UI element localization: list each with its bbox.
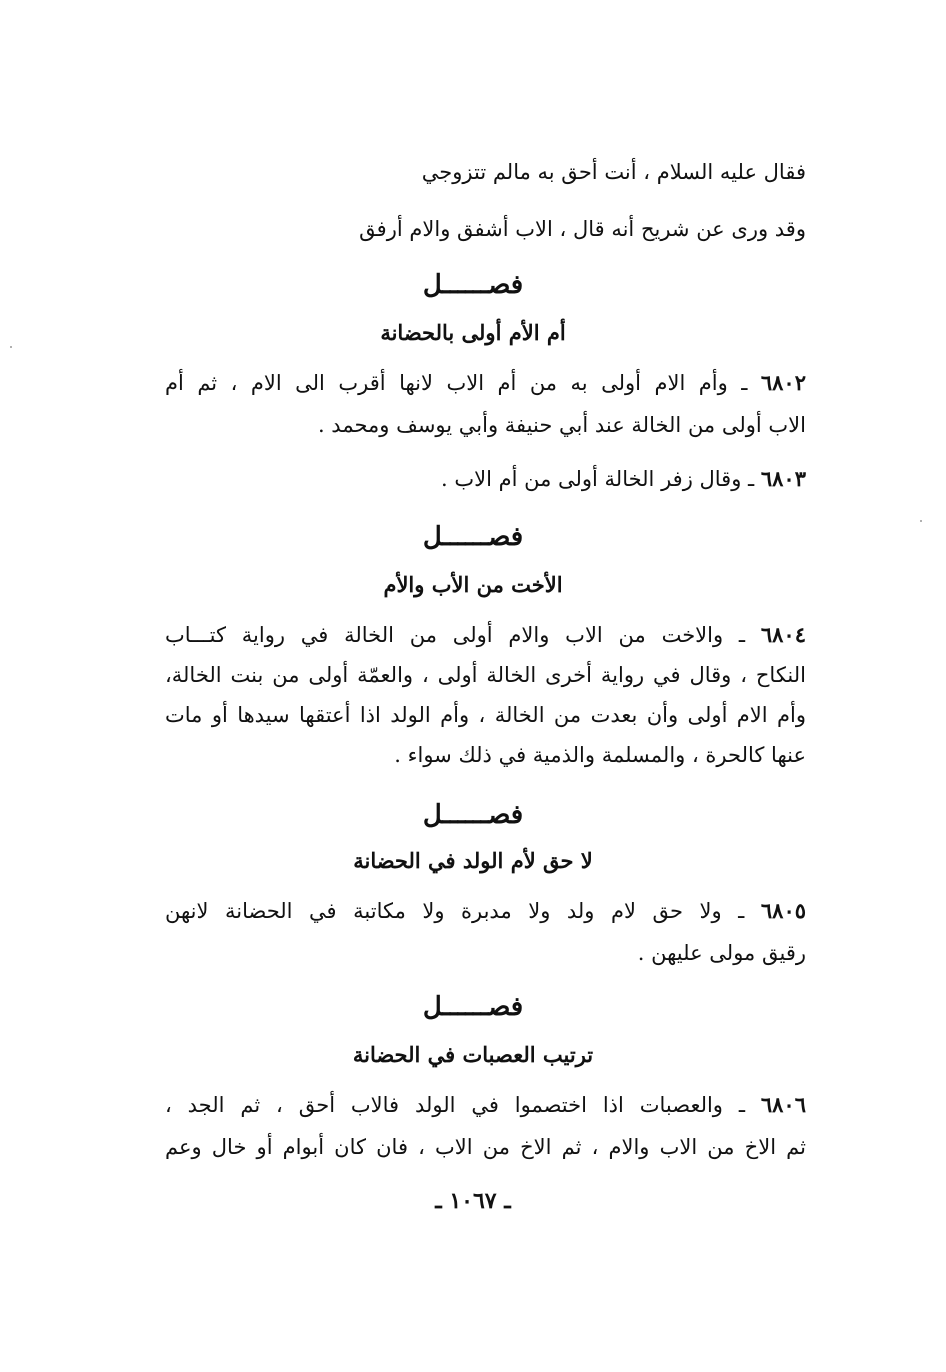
intro-line-2: وقد ورى عن شريح أنه قال ، الاب أشفق والام أرفق <box>359 217 806 241</box>
section-fasl-title: فصــــــل <box>422 270 524 300</box>
section-fasl-title: فصــــــل <box>422 522 524 552</box>
section-heading: ترتيب العصبات في الحضانة <box>352 1042 594 1067</box>
scan-speck <box>10 346 12 348</box>
paragraph-number: ٦٨٠٤ <box>760 622 806 647</box>
paragraph-line <box>165 896 806 926</box>
paragraph-line <box>165 1090 806 1120</box>
paragraph-number: ٦٨٠٢ <box>760 370 806 395</box>
paragraph-line <box>165 620 806 650</box>
paragraph-text: ـ ولا حق لام ولد ولا مدبرة ولا مكاتبة في الحضانة لانهن <box>165 899 745 923</box>
paragraph-number: ٦٨٠٦ <box>760 1092 806 1117</box>
paragraph-line: رقيق مولى عليهن . <box>637 941 806 965</box>
paragraph-line: النكاح ، وقال في رواية أخرى الخالة أولى ، والعمّة أولى من بنت الخالة، <box>165 663 806 687</box>
page-number: ـ ١٠٦٧ ـ <box>435 1188 511 1214</box>
paragraph-line <box>165 368 806 398</box>
intro-line-1: فقال عليه السلام ، أنت أحق به مالم تتزوجي <box>421 160 806 184</box>
section-fasl-title: فصــــــل <box>422 992 524 1022</box>
scan-speck <box>920 520 922 522</box>
paragraph-line: وأم الام أولى وأن بعدت من الخالة ، وأم الولد اذا أعتقها سيدها أو مات <box>165 703 806 727</box>
paragraph-number: ٦٨٠٣ <box>760 466 806 491</box>
section-fasl-title: فصــــــل <box>422 800 524 830</box>
paragraph-number: ٦٨٠٥ <box>760 898 807 923</box>
section-heading: لا حق لأم الولد في الحضانة <box>353 848 593 873</box>
section-heading: أم الأم أولى بالحضانة <box>380 320 566 345</box>
paragraph-line: عنها كالحرة ، والمسلمة والذمية في ذلك سواء . <box>394 743 806 767</box>
paragraph-line: ثم الاخ من الاب والام ، ثم الاخ من الاب ، فان كان أبوام أو خال وعم <box>165 1135 806 1159</box>
paragraph-text: ـ والاخت من الاب والام أولى من الخالة في رواية كتـــاب <box>165 623 746 647</box>
paragraph-line <box>441 464 806 494</box>
paragraph-text: ـ وأم الام أولى به من أم الاب لانها أقرب الى الام ، ثم أم <box>165 371 748 395</box>
section-heading: الأخت من الأب والأم <box>383 572 563 597</box>
paragraph-text: ـ والعصبات اذا اختصموا في الولد فالاب أحق ، ثم الجد ، <box>165 1093 745 1117</box>
paragraph-line: الاب أولى من الخالة عند أبي حنيفة وأبي يوسف ومحمد . <box>317 413 806 437</box>
paragraph-text: ـ وقال زفر الخالة أولى من أم الاب . <box>440 467 755 491</box>
